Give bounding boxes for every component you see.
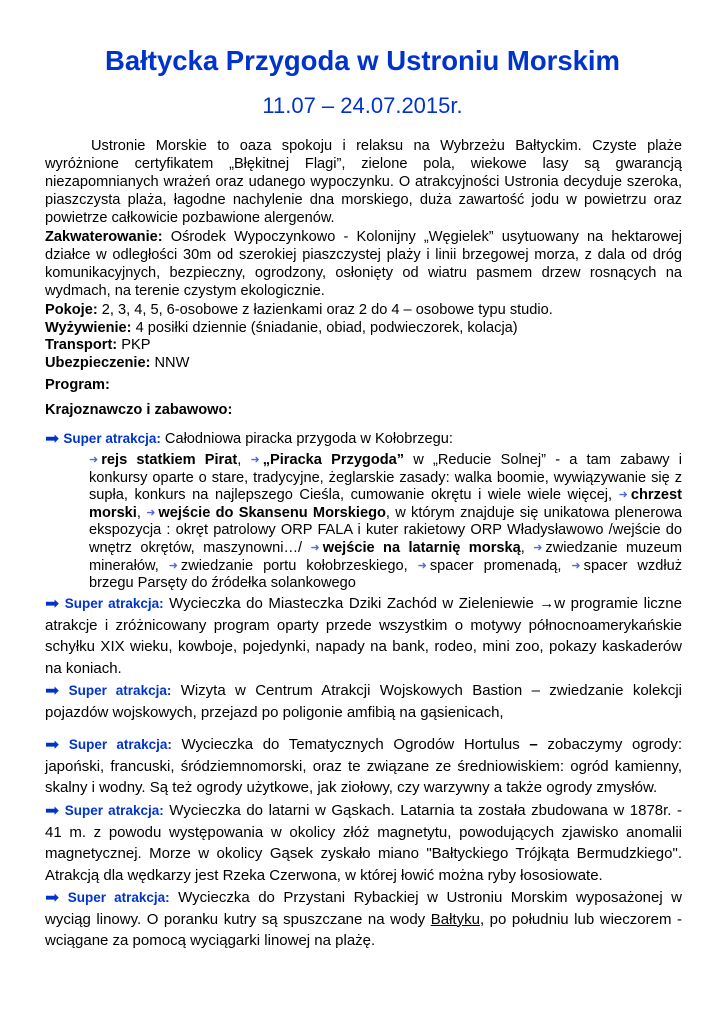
insurance-line: Ubezpieczenie: NNW <box>45 354 190 371</box>
small-arrow-icon: ➜ <box>618 489 628 502</box>
attraction-4: ➡ Super atrakcja: Wycieczka do Tematycznych Ogrodów Hortulus – zobaczymy ogrody: japoński, francuski, śródziemnomorski, oraz te związane ze średniowiskiem: ogród kamienny, skalny i wodny. Są też ogrody użytkowe, jak ziołowy, czy warzywny a także ogrody zmysłów. <box>45 735 683 796</box>
super-attraction-label: Super atrakcja: <box>68 683 172 698</box>
transport-line: Transport: PKP <box>45 337 151 353</box>
program-heading: Program: <box>45 377 110 393</box>
small-arrow-icon: ➜ <box>417 559 427 572</box>
small-arrow-icon: ➜ <box>146 506 156 519</box>
small-arrow-icon: ➜ <box>533 541 543 554</box>
baltyk-link[interactable]: Bałtyku <box>430 910 480 928</box>
small-arrow-icon: ➜ <box>168 559 178 572</box>
arrow-right-icon: ➡ <box>45 681 60 700</box>
small-arrow-icon: ➜ <box>250 454 260 466</box>
attraction-2: ➡ Super atrakcja: Wycieczka do Miasteczka Dziki Zachód w Zieleniewie →w programie liczne atrakcje i zróżnicowany program oparty przede wszystkim o motywy północnoamerykańskie schyłku XIX wieku, kowboje, pojedynki, napady na bank, rodeo, mini zoo, pokazy kaskaderów na koniach. <box>45 594 682 677</box>
arrow-right-icon: ➡ <box>45 801 60 820</box>
rooms-line: Pokoje: 2, 3, 4, 5, 6-osobowe z łazienkami oraz 2 do 4 – osobowe typu studio. <box>45 302 553 318</box>
food-line: Wyżywienie: 4 posiłki dziennie (śniadanie, obiad, podwieczorek, kolacja) <box>45 319 518 336</box>
attraction-5: ➡ Super atrakcja: Wycieczka do latarni w Gąskach. Latarnia ta została zbudowana w 1878r. - 41 m. z powodu występowania w okolicy złóż magnetytu, powodujących zjawisko anomalii magnetycznej. Morze w okolicy Gąsek zyskało miano "Bałtyckiego Trójkąta Bermudzkiego". Atrakcją dla wędkarzy jest Rzeka Czerwona, w której łowić można ryby łososiowate. <box>45 801 682 884</box>
accommodation-text: Ośrodek Wypoczynkowo - Kolonijny „Węgielek” usytuowany na hektarowej działce w odległości 30m od szerokiej piaszczystej plaży i linii brzegowej morza, z dala od dróg komunikacyjnych, bezpieczny, ogrodzony, osłonięty od wiatru pasmem drzew rosnących na wydmach, na terenie czystym ekologicznie. <box>45 229 682 299</box>
arrow-right-icon: ➡ <box>45 888 60 907</box>
accommodation-label: Zakwaterowanie: <box>45 229 163 245</box>
small-arrow-icon: ➜ <box>89 454 99 466</box>
intro-paragraph: Ustronie Morskie to oaza spokoju i relaksu na Wybrzeżu Bałtyckim. Czyste plaże wyróżnione certyfikatem „Błękitnej Flagi”, zielone pola, wiekowe lasy są gwarancją niezapomnianych wrażeń oraz udanego wypoczynku. O atrakcyjności Ustronia decyduje szeroka, piaszczysta plaża, łagodne nachylenie dna morskiego, duża zawartość jodu w powietrzu oraz powietrze całkowicie pozbawione alergenów. <box>45 138 682 226</box>
attraction-1: ➡ Super atrakcja: Całodniowa piracka przygoda w Kołobrzegu: <box>45 429 453 448</box>
section-heading: Krajoznawczo i zabawowo: <box>45 402 233 418</box>
date-range: 11.07 – 24.07.2015r. <box>262 93 463 118</box>
arrow-right-icon: ➡ <box>45 594 60 613</box>
accommodation-paragraph <box>45 228 682 300</box>
super-attraction-label: Super atrakcja: <box>63 431 161 446</box>
super-attraction-label: Super atrakcja: <box>64 803 164 818</box>
super-attraction-label: Super atrakcja: <box>67 890 170 905</box>
super-attraction-label: Super atrakcja: <box>68 737 172 752</box>
attraction-3: ➡ Super atrakcja: Wizyta w Centrum Atrakcji Wojskowych Bastion – zwiedzanie kolekcji pojazdów wojskowych, przejazd po poligonie amfibią na gąsienicach, <box>45 681 683 721</box>
details-list <box>45 302 682 372</box>
super-attraction-label: Super atrakcja: <box>64 596 164 611</box>
arrow-right-icon: ➡ <box>45 429 60 448</box>
small-arrow-icon: ➜ <box>571 559 581 572</box>
attraction-1-details: ➜ rejs statkiem Pirat, ➜ „Piracka Przygoda” w „Reducie Solnej” - a tam zabawy i konkursy oparte o stare, tradycyjne, żeglarskie zasady: walka boomie, wywiązywanie się z supła, konkurs na najlepszego Cieśla, cumowanie okrętu i wiele wiele więcej, ➜ chrzest morski, ➜ wejście do Skansenu Morskiego, w którym znajduje się unikatowa plenerowa ekspozycja : okręt patrolowy ORP FALA i kuter rakietowy ORP Władysławowo /wejście do wnętrz okrętów, maszynowni…/ ➜ wejście na latarnię morską, ➜ zwiedzanie muzeum minerałów, ➜ zwiedzanie portu kołobrzeskiego, ➜ spacer promenadą, ➜ spacer wzdłuż brzegu Parsęty do źródełka solankowego <box>89 452 682 592</box>
attraction-6: ➡ Super atrakcja: Wycieczka do Przystani Rybackiej w Ustroniu Morskim wyposażonej w wyciąg linowy. O poranku kutry są spuszczane na wody Bałtyku, po południu lub wieczorem - wciągane za pomocą wyciągarki linowej na plażę. <box>45 888 683 949</box>
page-title: Bałtycka Przygoda w Ustroniu Morskim <box>105 45 620 76</box>
arrow-right-icon: ➡ <box>45 735 60 754</box>
small-arrow-icon: ➜ <box>310 541 320 554</box>
